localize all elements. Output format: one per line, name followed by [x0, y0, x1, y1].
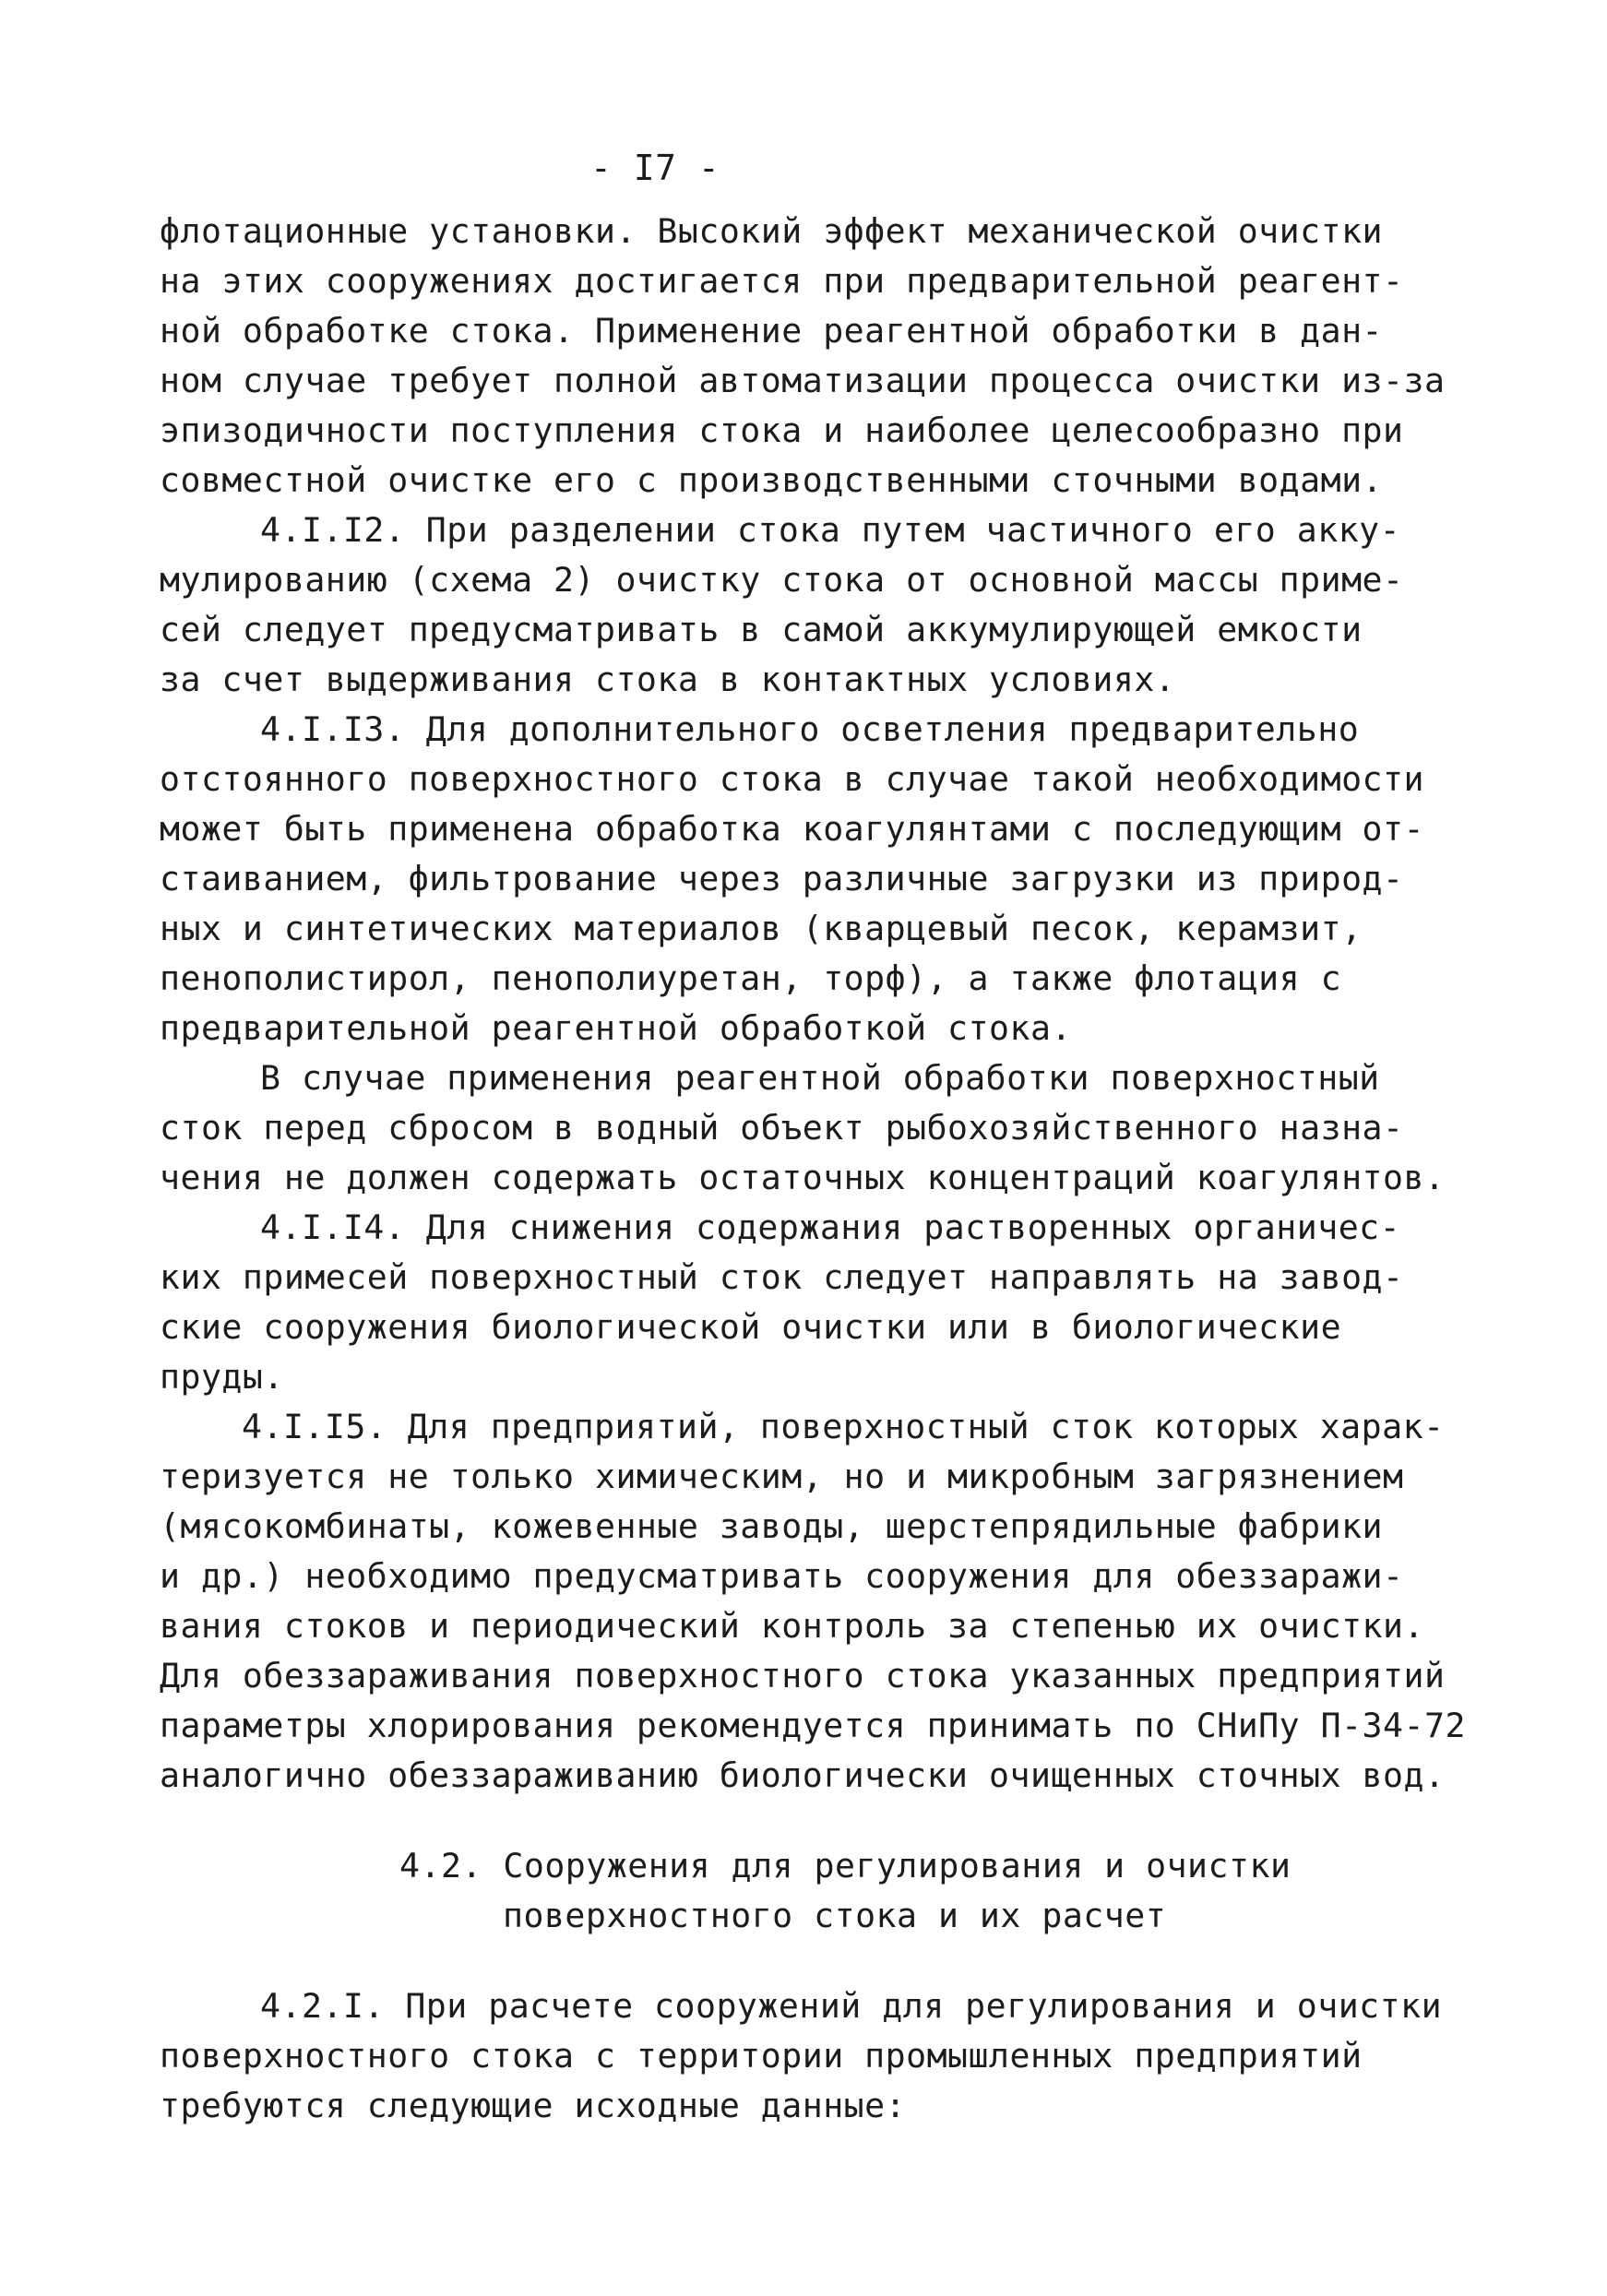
text-line: эпизодичности поступления стока и наиболее целесообразно при — [160, 410, 1404, 450]
text-line: сей следует предусматривать в самой аккумулирующей емкости — [160, 610, 1363, 649]
text-line: (мясокомбинаты, кожевенные заводы, шерстепрядильные фабрики — [160, 1506, 1384, 1546]
text-line: отстоянного поверхностного стока в случае такой необходимости — [160, 759, 1424, 799]
text-line: чения не должен содержать остаточных концентраций коагулянтов. — [160, 1158, 1446, 1197]
text-line: ной обработке стока. Применение реагентной обработки в дан- — [160, 311, 1384, 351]
text-line: ных и синтетических материалов (кварцевый песок, керамзит, — [160, 909, 1363, 948]
clause-4-2-1-heading-line: 4.2.I. При расчете сооружений для регулирования и очистки — [260, 1986, 1443, 2026]
text-line: требуются следующие исходные данные: — [160, 2086, 907, 2125]
text-line: параметры хлорирования рекомендуется принимать по СНиПу П-34-72 — [160, 1706, 1466, 1745]
text-line: теризуется не только химическим, но и микробным загрязнением — [160, 1457, 1404, 1496]
clause-4-1-13-heading-line: 4.I.I3. Для дополнительного осветления предварительно — [260, 709, 1360, 749]
text-line: пруды. — [160, 1357, 284, 1397]
clause-4-1-14-heading-line: 4.I.I4. Для снижения содержания растворенных органичес- — [260, 1207, 1401, 1247]
text-line: совместной очистке его с производственными сточными водами. — [160, 460, 1384, 500]
text-line: на этих сооружениях достигается при предварительной реагент- — [160, 261, 1404, 301]
text-line: аналогично обеззараживанию биологически очищенных сточных вод. — [160, 1755, 1446, 1795]
text-line: ких примесей поверхностный сток следует направлять на завод- — [160, 1257, 1404, 1297]
page-number: - I7 - — [590, 148, 720, 188]
text-line: мулированию (схема 2) очистку стока от основной массы приме- — [160, 560, 1404, 600]
section-heading-line: 4.2. Сооружения для регулирования и очистки — [399, 1846, 1292, 1886]
text-line: вания стоков и периодический контроль за степенью их очистки. — [160, 1606, 1424, 1646]
text-line: сток перед сбросом в водный объект рыбохозяйственного назна- — [160, 1108, 1404, 1148]
section-heading-line: поверхностного стока и их расчет — [503, 1896, 1167, 1935]
clause-4-1-12-heading-line: 4.I.I2. При разделении стока путем частичного его акку- — [260, 510, 1401, 550]
text-line: Для обеззараживания поверхностного стока указанных предприятий — [160, 1656, 1446, 1695]
text-line: ном случае требует полной автоматизации процесса очистки из-за — [160, 361, 1446, 400]
text-line: за счет выдерживания стока в контактных условиях. — [160, 660, 1176, 699]
text-line: может быть применена обработка коагулянтами с последующим от- — [160, 809, 1424, 849]
text-line: стаиванием, фильтрование через различные загрузки из природ- — [160, 859, 1404, 898]
text-line: флотационные установки. Высокий эффект механической очистки — [160, 211, 1384, 251]
clause-4-1-15-heading-line: 4.I.I5. Для предприятий, поверхностный сток которых харак- — [242, 1407, 1445, 1446]
text-line: и др.) необходимо предусматривать сооружения для обеззаражи- — [160, 1556, 1404, 1596]
text-line: поверхностного стока с территории промышленных предприятий — [160, 2036, 1363, 2076]
text-line: ские сооружения биологической очистки или в биологические — [160, 1307, 1342, 1347]
text-line: предварительной реагентной обработкой стока. — [160, 1008, 1072, 1048]
paragraph-start-line: В случае применения реагентной обработки поверхностный — [260, 1058, 1380, 1098]
text-line: пенополистирол, пенополиуретан, торф), а также флотация с — [160, 958, 1342, 998]
